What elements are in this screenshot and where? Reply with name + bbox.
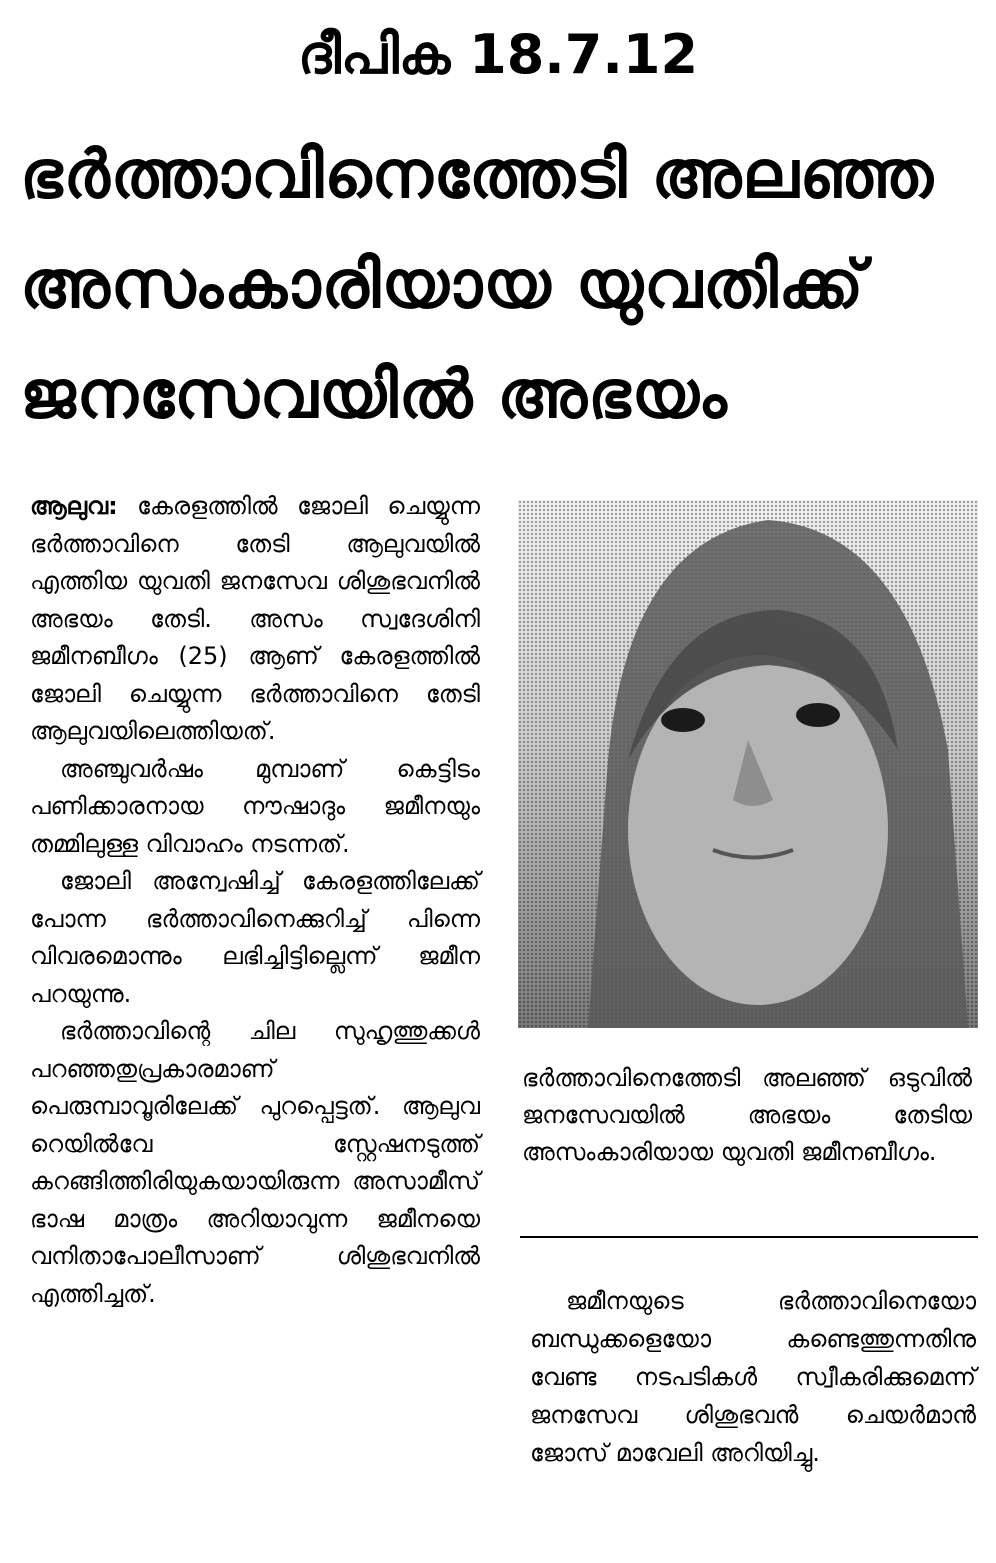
- paragraph-1-text: കേരളത്തിൽ ജോലി ചെയ്യുന്ന ഭർത്താവിനെ തേടി ആലുവയിൽ എത്തിയ യുവതി ജനസേവ ശിശുഭവനിൽ അഭയം തേടി. അസം സ്വദേശിനി ജമീനബീഗം (25) ആണ് കേരളത്തിൽ ജോലി ചെയ്യുന്ന ഭർത്താവിനെ തേടി ആലുവയിലെത്തിയത്.: [30, 492, 480, 745]
- portrait-illustration: [518, 500, 978, 1028]
- headline-line-3: ജനസേവയിൽ അഭയം: [20, 356, 728, 433]
- article-paragraph-1: [30, 488, 480, 751]
- photo-caption: ഭർത്താവിനെത്തേടി അലഞ്ഞ് ഒടുവിൽ ജനസേവയിൽ അഭയം തേടിയ അസംകാരിയായ യുവതി ജമീനബീഗം.: [522, 1064, 972, 1166]
- masthead-date: ദീപിക 18.7.12: [297, 23, 699, 86]
- headline-line-2: അസംകാരിയായ യുവതിക്ക്: [20, 246, 865, 323]
- continuation-paragraph: ജമീനയുടെ ഭർത്താവിനെയോ ബന്ധുക്കളെയോ കണ്ടെത്തുന്നതിനു വേണ്ട നടപടികൾ സ്വീകരിക്കുമെന്ന് ജനസേവ ശിശുഭവൻ ചെയർമാൻ ജോസ് മാവേലി അറിയിച്ചു.: [530, 1287, 976, 1467]
- article-continuation: [530, 1282, 976, 1472]
- column-divider: [520, 1236, 978, 1238]
- article-paragraph-4: ഭർത്താവിന്റെ ചില സുഹൃത്തുക്കൾ പറഞ്ഞതുപ്രകാരമാണ് പെരുമ്പാവൂരിലേക്ക് പുറപ്പെട്ടത്. ആലുവ റെയിൽവേ സ്റ്റേഷനടുത്ത് കറങ്ങിത്തിരിയുകയായിരുന്ന അസാമീസ് ഭാഷ മാത്രം അറിയാവുന്ന ജമീനയെ വനിതാപോലീസാണ് ശിശുഭവനിൽ എത്തിച്ചത്.: [30, 1017, 480, 1308]
- article-paragraph-2: അഞ്ചുവർഷം മുമ്പാണ് കെട്ടിടം പണിക്കാരനായ നൗഷാദും ജമീനയും തമ്മിലുള്ള വിവാഹം നടന്നത്.: [30, 754, 480, 858]
- headline-line-1: ഭർത്താവിനെത്തേടി അലഞ്ഞ: [20, 136, 935, 213]
- news-photo: [518, 500, 978, 1028]
- dateline: ആലുവ:: [30, 492, 118, 520]
- article-paragraph-3: ജോലി അന്വേഷിച്ച് കേരളത്തിലേക്ക് പോന്ന ഭർത്താവിനെക്കുറിച്ച് പിന്നെ വിവരമൊന്നും ലഭിച്ചിട്ടില്ലെന്ന് ജമീന പറയുന്നു.: [30, 867, 480, 1008]
- headline: [20, 120, 980, 450]
- article-body: [30, 488, 480, 1313]
